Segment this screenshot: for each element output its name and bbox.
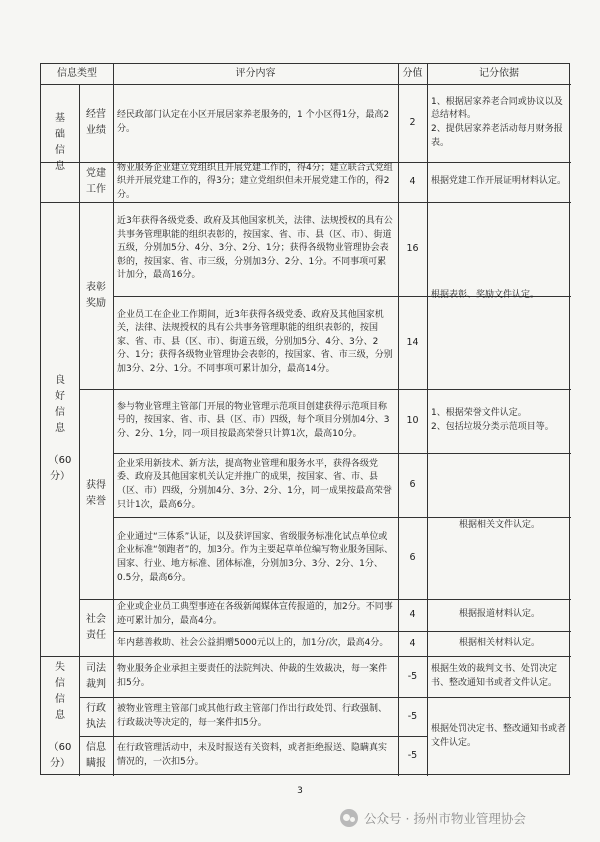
r4-score: 14 bbox=[406, 336, 419, 348]
r7-score: 6 bbox=[409, 552, 416, 564]
r2-basis: 根据党建工作开展证明材料认定。 bbox=[431, 176, 567, 187]
r3-content: 近3年获得各级党委、政府及其他国家机关，法律、法规授权的具有公共事务管理职能的组织表彰的，按国家、省、市、县（区、市）、街道五级，分别加5分、4分、3分、2分、1分；获得各级物业管理协会表彰的，按国家、省、市三级，分别加3分、2分、1分。不同事项可累计加分，最高16分。 bbox=[117, 216, 393, 281]
bad-basis: 根据处罚决定书、整改通知书或者文件认定。 bbox=[431, 723, 567, 748]
sub-award: 表彰 奖励 bbox=[86, 281, 106, 309]
r6-content: 企业采用新技术、新方法，提高物业管理和服务水平，获得各级党委、政府及其他国家机关认定并推广的成果，按国家、省、市、县（区、市）四级，分别加4分、3分、2分、1分，同一成果按最高荣誉只计1次，最高6分。 bbox=[117, 458, 392, 510]
watermark-text: 公众号 · 扬州市物业管理协会 bbox=[364, 811, 526, 826]
r8-score: 4 bbox=[409, 609, 416, 621]
sub-op: 经营 业绩 bbox=[86, 109, 106, 136]
r12-score: -5 bbox=[407, 750, 418, 762]
page-number: 3 bbox=[297, 786, 303, 796]
header-content: 评分内容 bbox=[235, 68, 276, 80]
r8-basis: 根据报道材料认定。 bbox=[458, 609, 540, 620]
col-rule-4 bbox=[427, 64, 428, 776]
r4-content: 企业员工在企业工作期间，近3年获得各级党委、政府及其他国家机关，法律、法规授权的具有公共事务管理职能的组织表彰的，按国家、省、市、县（区、市）、街道五级，分别加5分、4分、3分、2分、1分；获得各级物业管理协会表彰的，按国家、省、市三级，分别加3分、2分、1分。不同事项可累计加分，最高14分。 bbox=[117, 309, 393, 374]
sub-judicial: 司法 裁判 bbox=[86, 662, 106, 690]
r5-content: 参与物业管理主管部门开展的物业管理示范项目创建获得示范项目称号的，按国家、省、市、县（区、市）四级，每个项目分别加4分、3分、2分、1分，同一项目按最高荣誉只计算1次，最高10分。 bbox=[117, 401, 390, 439]
r5-basis: 1、根据荣誉文件认定。 2、包括垃圾分类示范项目等。 bbox=[431, 408, 554, 432]
r10-content: 物业服务企业承担主要责任的法院判决、仲裁的生效裁决，每一案件扣5分。 bbox=[117, 663, 388, 688]
r10-score: -5 bbox=[407, 670, 418, 682]
section-bad: 失 信 信 息 （60 分） bbox=[48, 662, 72, 769]
r9-content: 年内慈善救助、社会公益捐赠5000元以上的，加1分/次，最高4分。 bbox=[117, 637, 389, 648]
r12-content: 在行政管理活动中，未及时报送有关资料，或者拒绝报送、隐瞒真实情况的，一次扣5分。 bbox=[117, 743, 388, 767]
r6-score: 6 bbox=[409, 479, 416, 491]
sub-social: 社会 责任 bbox=[86, 613, 106, 641]
score-table bbox=[40, 63, 570, 775]
sub-honor: 获得 荣誉 bbox=[86, 480, 106, 507]
section-basic: 基 础 信 息 bbox=[55, 113, 65, 172]
sub-conceal: 信息 瞒报 bbox=[86, 742, 106, 769]
r1-content: 经民政部门认定在小区开展居家养老服务的，1 个小区得1分，最高2分。 bbox=[117, 110, 390, 134]
watermark bbox=[340, 808, 526, 828]
r1-score: 2 bbox=[409, 117, 416, 129]
r5-score: 10 bbox=[406, 415, 419, 427]
col-rule-2 bbox=[113, 64, 114, 776]
sub-party: 党建 工作 bbox=[86, 168, 106, 195]
wechat-icon bbox=[340, 809, 358, 827]
sub-admin: 行政 执法 bbox=[86, 702, 106, 730]
r2-score: 4 bbox=[409, 176, 416, 188]
r3-score: 16 bbox=[406, 243, 419, 255]
header-score: 分值 bbox=[402, 68, 423, 80]
r7-content: 企业通过“三体系”认证，以及获评国家、省级服务标准化试点单位或企业标准“领跑者”的，加3分。作为主要起草单位编写物业服务国际、国家、行业、地方标准、团体标准，分别加3分、3分、2分、1分、0.5分，最高6分。 bbox=[117, 531, 394, 583]
r10-basis: 根据生效的裁判文书、处罚决定书、整改通知书或者文件认定。 bbox=[431, 663, 558, 688]
r11-score: -5 bbox=[407, 710, 418, 722]
section-good: 良 好 信 息 （60 分） bbox=[48, 375, 72, 482]
r9-basis: 根据相关材料认定。 bbox=[458, 637, 540, 648]
r1-basis: 1、根据居家养老合同或协议以及总结材料。 2、提供居家养老活动每月财务报表。 bbox=[431, 96, 563, 148]
r11-content: 被物业管理主管部门或其他行政主管部门作出行政处罚、行政强制、行政裁决等决定的，每一案件扣5分。 bbox=[117, 703, 388, 728]
r9-score: 4 bbox=[409, 637, 416, 649]
award-basis: 根据表彰、奖励文件认定。 bbox=[431, 289, 540, 300]
header-basis: 记分依据 bbox=[479, 68, 519, 80]
honor-basis: 根据相关文件认定。 bbox=[458, 520, 540, 531]
header-type: 信息类型 bbox=[57, 68, 97, 80]
r8-content: 企业或企业员工典型事迹在各级新闻媒体宣传报道的，加2分。不同事迹可累计加分，最高4分。 bbox=[117, 602, 393, 626]
r2-content: 物业服务企业建立党组织且开展党建工作的，得4分；建立联合式党组织并开展党建工作的，得3分；建立党组织但未开展党建工作的，得2分。 bbox=[117, 162, 393, 200]
